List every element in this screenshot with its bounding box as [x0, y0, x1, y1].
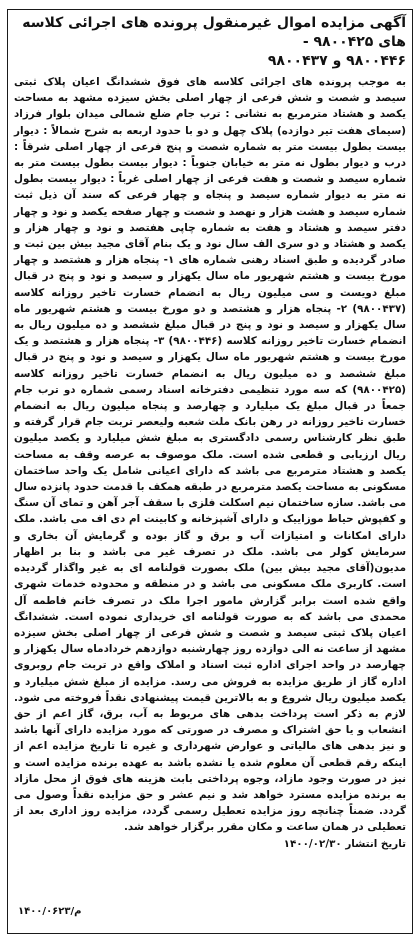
publish-date: تاریخ انتشار ۱۴۰۰/۰۲/۳۰ — [283, 837, 406, 850]
auction-notice — [7, 9, 413, 934]
notice-title — [14, 14, 406, 71]
reference-code: م/۱۴۰۰/۰۶۲۳ — [18, 906, 82, 917]
notice-title-line-2: ۹۸۰۰۴۴۶ و ۹۸۰۰۴۳۷ — [267, 53, 406, 69]
notice-title-line-1: آگهی مزایده اموال غیرمنقول پرونده های اجرائی کلاسه های ۹۸۰۰۴۲۵ - — [22, 15, 406, 50]
notice-body: به موجب پرونده های اجرائی کلاسه های فوق ششدانگ اعیان پلاک ثبتی سیصد و شصت و شش فرعی از چهار اصلی بخش سیزده مشهد به مساحت یکصد و هشتاد مترمربع به نشانی : ترب جام ضلع شمالی میدان بلوار فرزاد (سیمای هفت تیر دوازده) پلاک چهل و دو با حدود اربعه به شرح شمالاً : دیوار بیست بطول بیست متر به شماره شصت و پنج فرعی از چهار اصلی شرقاً : درب و دیوار بطول نه متر به خیابان جنوباً : دیوار بیست بطول بیست متر به شماره سیصد و شصت و هفت فرعی از چهار اصلی غرباً : دیوار بیست بطول نه متر به دیوار شماره سیصد و پنجاه و چهار فرعی که سند آن ذیل ثبت شماره سیصد و هشت هزار و نهصد و شصت و چهار صفحه یکصد و نود و چهار دفتر سیصد و هشتاد و هفت به شماره چاپی هفتصد و نود و چهار هزار و یکصد و هشتاد و دو سری الف سال نود و یک بنام آقای مجید بیش بین ثبت و صادر گردیده و طبق اسناد رهنی شماره های ۱- پنجاه هزار و هشتصد و چهار مورخ بیست و هشتم شهریور ماه سال یکهزار و سیصد و نود و پنج در قبال مبلغ دویست و سی میلیون ریال به انضمام خسارت تاخیر روزانه کلاسه (۹۸۰۰۴۳۷) ۲- پنجاه هزار و هشتصد و دو مورخ بیست و هشتم شهریور ماه سال یکهزار و سیصد و نود و پنج در قبال مبلغ ششصد و ده میلیون ریال به انضمام خسارت تاخیر روزانه کلاسه (۹۸۰۰۴۴۶) ۳- پنجاه هزار و هشتصد و یک مورخ بیست و هشتم شهریور ماه سال یکهزار و سیصد و نود و پنج در قبال مبلغ ششصد و ده میلیون ریال به انضمام خسارت تاخیر روزانه کلاسه (۹۸۰۰۴۲۵) که سه مورد تنظیمی دفترخانه اسناد رسمی شماره دو ترب جام جمعاً در قبال مبلغ یک میلیارد و چهارصد و پنجاه میلیون ریال به انضمام خسارت تاخیر روزانه در رهن بانک ملت شعبه ولیعصر تربت جام قرار گرفته و طبق نظر کارشناس رسمی دادگستری به مبلغ شش میلیارد و یکصد میلیون ریال ارزیابی و قطعی شده است. ملک موصوف به عرصه وقف به مساحت یکصد و هشتاد مترمربع می باشد که دارای اعیانی شامل یک واحد ساختمان مسکونی به مساحت یکصد مترمربع در طبقه همکف با قدمت حدود پانزده سال می باشد. سازه ساختمان نیم اسکلت فلزی با سقف آجر آهن و تمای آن سنگ و کفپوش حیاط موزاییک و دارای آشپزخانه و کابینت ام دی اف می باشد. ملک دارای امکانات و امتیازات آب و برق و گاز بوده و گرمایش آن بخاری و سرمایش کولر می باشد. ملک در تصرف غیر می باشد و بنا بر اظهار مدیون(آقای مجید بیش بین) ملک بصورت قولنامه ای به غیر واگذار گردیده است. کاربری ملک مسکونی می باشد و در منطقه و محدوده خدمات شهری واقع شده است برابر گزارش مامور اجرا ملک در تصرف خانم فاطمه آل محمدی می باشد که به صورت قولنامه ای خریداری نموده است. ششدانگ اعیان پلاک ثبتی سیصد و شصت و شش فرعی از چهار اصلی بخش سیزده مشهد از ساعت نه الی دوازده روز چهارشنبه دوازدهم خردادماه سال یکهزار و چهارصد در واحد اجرای اداره ثبت اسناد و املاک واقع در تربت جام روبروی اداره گاز از طریق مزایده به فروش می رسد. مزایده از مبلغ شش میلیارد و یکصد میلیون ریال شروع و به بالاترین قیمت پیشنهادی نقداً فروخته می شود. لازم به ذکر است پرداخت بدهی های مربوط به آب، برق، گاز اعم از حق انشعاب و یا حق اشتراک و مصرف در صورتی که مورد مزایده دارای آنها باشد و نیز بدهی های مالیاتی و عوارض شهرداری و غیره تا تاریخ مزایده اعم از اینکه رقم قطعی آن معلوم شده یا نشده باشد به عهده برنده مزایده است و نیز در صورت وجود مازاد، وجوه پرداختی بابت هزینه های فوق از محل مازاد به برنده مزایده مسترد خواهد شد و نیم عشر و حق مزایده نقداً وصول می گردد. ضمناً چنانچه روز مزایده تعطیل رسمی گردد، مزایده روز اداری بعد از تعطیلی در همان ساعت و مکان مقرر برگزار خواهد شد. — [14, 76, 406, 834]
